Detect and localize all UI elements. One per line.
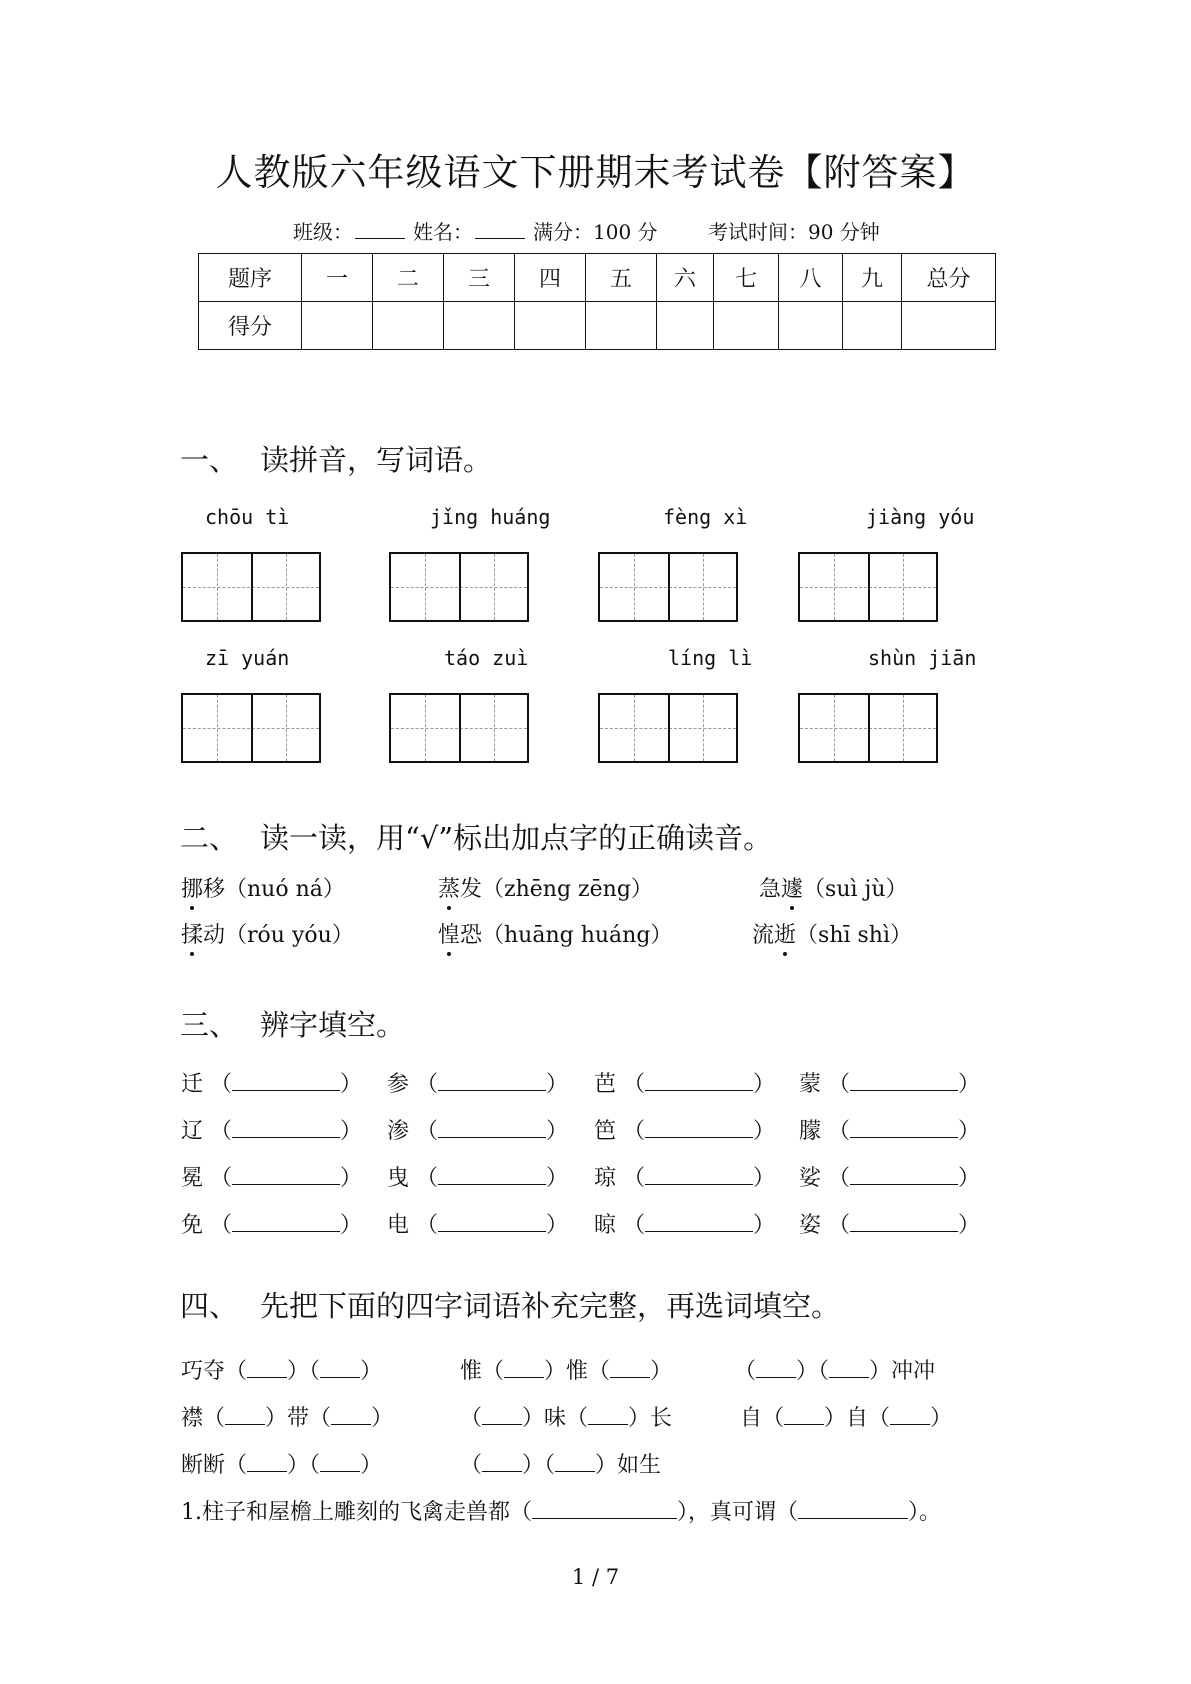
idiom-item[interactable] [460,1448,661,1479]
table-cell: 四 [515,254,586,302]
answer-blank[interactable] [532,1500,677,1519]
paren: ） [958,1166,981,1191]
idiom-text: ）自 [824,1406,869,1431]
fill-char: 迁 [181,1072,204,1097]
writing-grid[interactable] [181,693,321,763]
exam-time: 考试时间：90 分钟 [708,220,880,244]
paren: ） [340,1119,363,1144]
fill-blank[interactable] [438,1072,546,1091]
idiom-item[interactable] [460,1401,672,1432]
idiom-item[interactable] [181,1448,382,1479]
page-title: 人教版六年级语文下册期末考试卷【附答案】 [215,151,976,194]
fill-blank[interactable] [850,1213,958,1232]
idiom-text: （ [818,1359,830,1384]
writing-grid[interactable] [798,552,938,622]
question-text: 1.柱子和屋檐上雕刻的飞禽走兽都（ [181,1500,532,1525]
fill-blank[interactable] [645,1072,753,1091]
section4-heading [180,1284,840,1325]
section2-number: 二、 [180,821,239,855]
fill-char: 免 [181,1213,204,1238]
table-cell: 题序 [199,254,302,302]
score-input-cell[interactable] [515,302,586,350]
paren: （ [210,1213,233,1238]
reading-text: 发（zhēng zēng） [460,877,653,902]
idiom-text: （ [309,1359,321,1384]
score-table [198,253,996,350]
reading-item[interactable] [759,872,908,903]
fill-char: 参 [387,1072,410,1097]
dotted-char: 挪 [181,872,203,903]
fill-blank[interactable] [645,1213,753,1232]
score-input-cell[interactable] [373,302,444,350]
table-cell: 八 [779,254,843,302]
fill-blank[interactable] [232,1213,340,1232]
fill-item[interactable] [181,1114,362,1145]
score-input-cell[interactable] [444,302,515,350]
idiom-text: （ [309,1453,321,1478]
paren: （ [210,1119,233,1144]
writing-grid[interactable] [598,693,738,763]
name-blank[interactable] [475,237,525,239]
idiom-text: ） [930,1406,953,1431]
idiom-blank[interactable] [247,1359,287,1378]
table-cell: 一 [302,254,373,302]
paren: （ [828,1166,851,1191]
fill-item[interactable] [594,1161,775,1192]
idiom-blank[interactable] [482,1453,522,1472]
idiom-text: ） [287,1453,310,1478]
fill-item[interactable] [594,1114,775,1145]
score-table-header-row [199,254,996,302]
idiom-item[interactable] [181,1354,382,1385]
idiom-text: ） [371,1406,394,1431]
paren: （ [623,1213,646,1238]
reading-item[interactable] [181,918,354,949]
writing-grid[interactable] [181,552,321,622]
paren: ） [753,1072,776,1097]
pinyin-label: jiàng yóu [866,505,975,529]
score-input-cell[interactable] [714,302,779,350]
table-cell: 得分 [199,302,302,350]
idiom-text: ） [360,1359,383,1384]
section1-title: 读拼音，写词语。 [260,443,493,477]
fill-item[interactable] [387,1161,568,1192]
idiom-blank[interactable] [756,1359,796,1378]
reading-item[interactable] [181,872,345,903]
paren: ） [753,1119,776,1144]
paren: ） [546,1119,569,1144]
reading-text: 恐（huāng huáng） [460,923,673,948]
paren: （ [623,1119,646,1144]
idiom-blank[interactable] [482,1406,522,1425]
writing-grid[interactable] [389,693,529,763]
score-input-cell[interactable] [657,302,714,350]
fill-item[interactable] [387,1114,568,1145]
paren: ） [340,1166,363,1191]
fill-char: 姿 [799,1213,822,1238]
fill-char: 晾 [594,1213,617,1238]
section2-title: 读一读，用“√”标出加点字的正确读音。 [260,821,773,855]
idiom-text: ） [522,1453,545,1478]
question-1 [181,1495,941,1526]
pinyin-label: shùn jiān [868,646,977,670]
section1-number: 一、 [180,443,239,477]
table-cell: 七 [714,254,779,302]
score-input-cell[interactable] [902,302,996,350]
fill-char: 曳 [387,1166,410,1191]
paren: ） [958,1072,981,1097]
idiom-item[interactable] [460,1354,672,1385]
fill-item[interactable] [181,1067,362,1098]
writing-grid[interactable] [389,552,529,622]
score-table-score-row [199,302,996,350]
idiom-text: （ [588,1359,611,1384]
fill-blank[interactable] [232,1119,340,1138]
section1-heading [180,438,492,479]
table-cell: 总分 [902,254,996,302]
idiom-text: 襟 [181,1406,204,1431]
fill-char: 笆 [594,1119,617,1144]
paren: （ [416,1213,439,1238]
idiom-text: （ [566,1406,589,1431]
paren: ） [546,1166,569,1191]
idiom-text: （ [225,1453,248,1478]
reading-text: （suì jù） [803,877,908,902]
paren: ） [546,1213,569,1238]
pinyin-label: chōu tì [205,505,290,529]
writing-grid[interactable] [798,693,938,763]
paren: （ [828,1213,851,1238]
idiom-blank[interactable] [225,1406,265,1425]
pinyin-label: fèng xì [663,505,748,529]
dotted-char: 遽 [781,872,803,903]
idiom-text: 巧夺 [181,1359,226,1384]
fill-char: 辽 [181,1119,204,1144]
pinyin-label: zī yuán [205,646,290,670]
idiom-text: （ [225,1359,248,1384]
paren: ） [340,1213,363,1238]
paren: ） [958,1213,981,1238]
idiom-blank[interactable] [784,1406,824,1425]
idiom-text: （ [762,1406,785,1431]
class-label: 班级： [293,220,353,244]
paren: （ [210,1166,233,1191]
fill-blank[interactable] [850,1119,958,1138]
idiom-text: （ [460,1453,483,1478]
idiom-text: （ [203,1406,226,1431]
fill-blank[interactable] [438,1166,546,1185]
idiom-text: （ [734,1359,757,1384]
writing-grid[interactable] [598,552,738,622]
idiom-blank[interactable] [320,1359,360,1378]
paren: （ [828,1072,851,1097]
idiom-blank[interactable] [504,1359,544,1378]
dotted-char: 揉 [181,918,203,949]
dotted-char: 惶 [438,918,460,949]
paren: （ [416,1119,439,1144]
pinyin-label: táo zuì [444,646,529,670]
paren: ） [753,1166,776,1191]
fill-char: 渗 [387,1119,410,1144]
reading-item[interactable] [752,918,912,949]
fill-item[interactable] [181,1161,362,1192]
idiom-blank[interactable] [829,1359,869,1378]
section3-title: 辨字填空。 [260,1008,406,1042]
idiom-blank[interactable] [610,1359,650,1378]
idiom-blank[interactable] [247,1453,287,1472]
fill-char: 娑 [799,1166,822,1191]
fill-blank[interactable] [645,1166,753,1185]
fill-blank[interactable] [645,1119,753,1138]
section4-number: 四、 [180,1289,239,1323]
paren: ） [546,1072,569,1097]
idiom-text: 自 [740,1406,763,1431]
reading-text: 急 [759,877,782,902]
reading-text: 动（róu yóu） [203,923,354,948]
idiom-text: ）长 [628,1406,673,1431]
fill-item[interactable] [387,1208,568,1239]
idiom-text: 断断 [181,1453,226,1478]
page-number: 1 / 7 [571,1565,620,1589]
idiom-text: ）如生 [595,1453,662,1478]
idiom-text: ） [796,1359,819,1384]
fill-char: 电 [387,1213,410,1238]
fill-blank[interactable] [850,1072,958,1091]
fill-char: 芭 [594,1072,617,1097]
fill-char: 冕 [181,1166,204,1191]
idiom-text: （ [482,1359,505,1384]
fill-item[interactable] [181,1208,362,1239]
score-input-cell[interactable] [302,302,373,350]
fill-blank[interactable] [438,1213,546,1232]
fill-item[interactable] [387,1067,568,1098]
paren: ） [753,1213,776,1238]
idiom-item[interactable] [740,1401,952,1432]
idiom-text: ）冲冲 [869,1359,936,1384]
section3-heading [180,1003,405,1044]
question-text: ），真可谓（ [677,1500,799,1525]
reading-text: （shī shì） [796,923,913,948]
name-field [413,216,527,245]
idiom-text: （ [309,1406,332,1431]
idiom-text: ） [360,1453,383,1478]
score-input-cell[interactable] [586,302,657,350]
reading-text: 流 [752,923,775,948]
idiom-blank[interactable] [320,1453,360,1472]
fill-char: 蒙 [799,1072,822,1097]
pinyin-label: jǐng huáng [430,505,551,529]
idiom-blank[interactable] [555,1453,595,1472]
idiom-text: ）味 [522,1406,567,1431]
table-cell: 五 [586,254,657,302]
idiom-text: （ [460,1406,483,1431]
pinyin-label: líng lì [668,646,753,670]
fill-item[interactable] [799,1208,980,1239]
paren: （ [623,1072,646,1097]
idiom-item[interactable] [181,1401,393,1432]
table-cell: 六 [657,254,714,302]
answer-blank[interactable] [798,1500,908,1519]
idiom-text: ） [650,1359,673,1384]
reading-item[interactable] [438,918,672,949]
fill-item[interactable] [799,1067,980,1098]
paren: ） [340,1072,363,1097]
score-input-cell[interactable] [779,302,843,350]
idiom-text: ）带 [265,1406,310,1431]
fill-char: 朦 [799,1119,822,1144]
idiom-item[interactable] [734,1354,935,1385]
table-cell: 三 [444,254,515,302]
fill-blank[interactable] [438,1119,546,1138]
fill-blank[interactable] [232,1072,340,1091]
paren: （ [623,1166,646,1191]
paren: ） [958,1119,981,1144]
section2-heading [180,816,772,857]
fill-item[interactable] [594,1067,775,1098]
paren: （ [210,1072,233,1097]
reading-item[interactable] [438,872,653,903]
dotted-char: 蒸 [438,872,460,903]
section3-number: 三、 [180,1008,239,1042]
score-input-cell[interactable] [843,302,902,350]
name-label: 姓名： [413,220,473,244]
idiom-text: 惟 [460,1359,483,1384]
full-score: 满分：100 分 [533,220,658,244]
idiom-text: ）惟 [544,1359,589,1384]
fill-blank[interactable] [232,1166,340,1185]
section4-title: 先把下面的四字词语补充完整，再选词填空。 [260,1289,841,1323]
reading-text: 移（nuó ná） [203,877,345,902]
class-field [293,216,407,245]
idiom-blank[interactable] [588,1406,628,1425]
paren: （ [828,1119,851,1144]
question-text: ）。 [908,1500,942,1525]
table-cell: 二 [373,254,444,302]
table-cell: 九 [843,254,902,302]
fill-item[interactable] [799,1161,980,1192]
fill-item[interactable] [799,1114,980,1145]
fill-blank[interactable] [850,1166,958,1185]
dotted-char: 逝 [774,918,796,949]
paren: （ [416,1072,439,1097]
idiom-text: （ [544,1453,556,1478]
fill-char: 琼 [594,1166,617,1191]
idiom-blank[interactable] [890,1406,930,1425]
idiom-blank[interactable] [331,1406,371,1425]
class-blank[interactable] [355,237,405,239]
paren: （ [416,1166,439,1191]
idiom-text: ） [287,1359,310,1384]
fill-item[interactable] [594,1208,775,1239]
idiom-text: （ [868,1406,891,1431]
